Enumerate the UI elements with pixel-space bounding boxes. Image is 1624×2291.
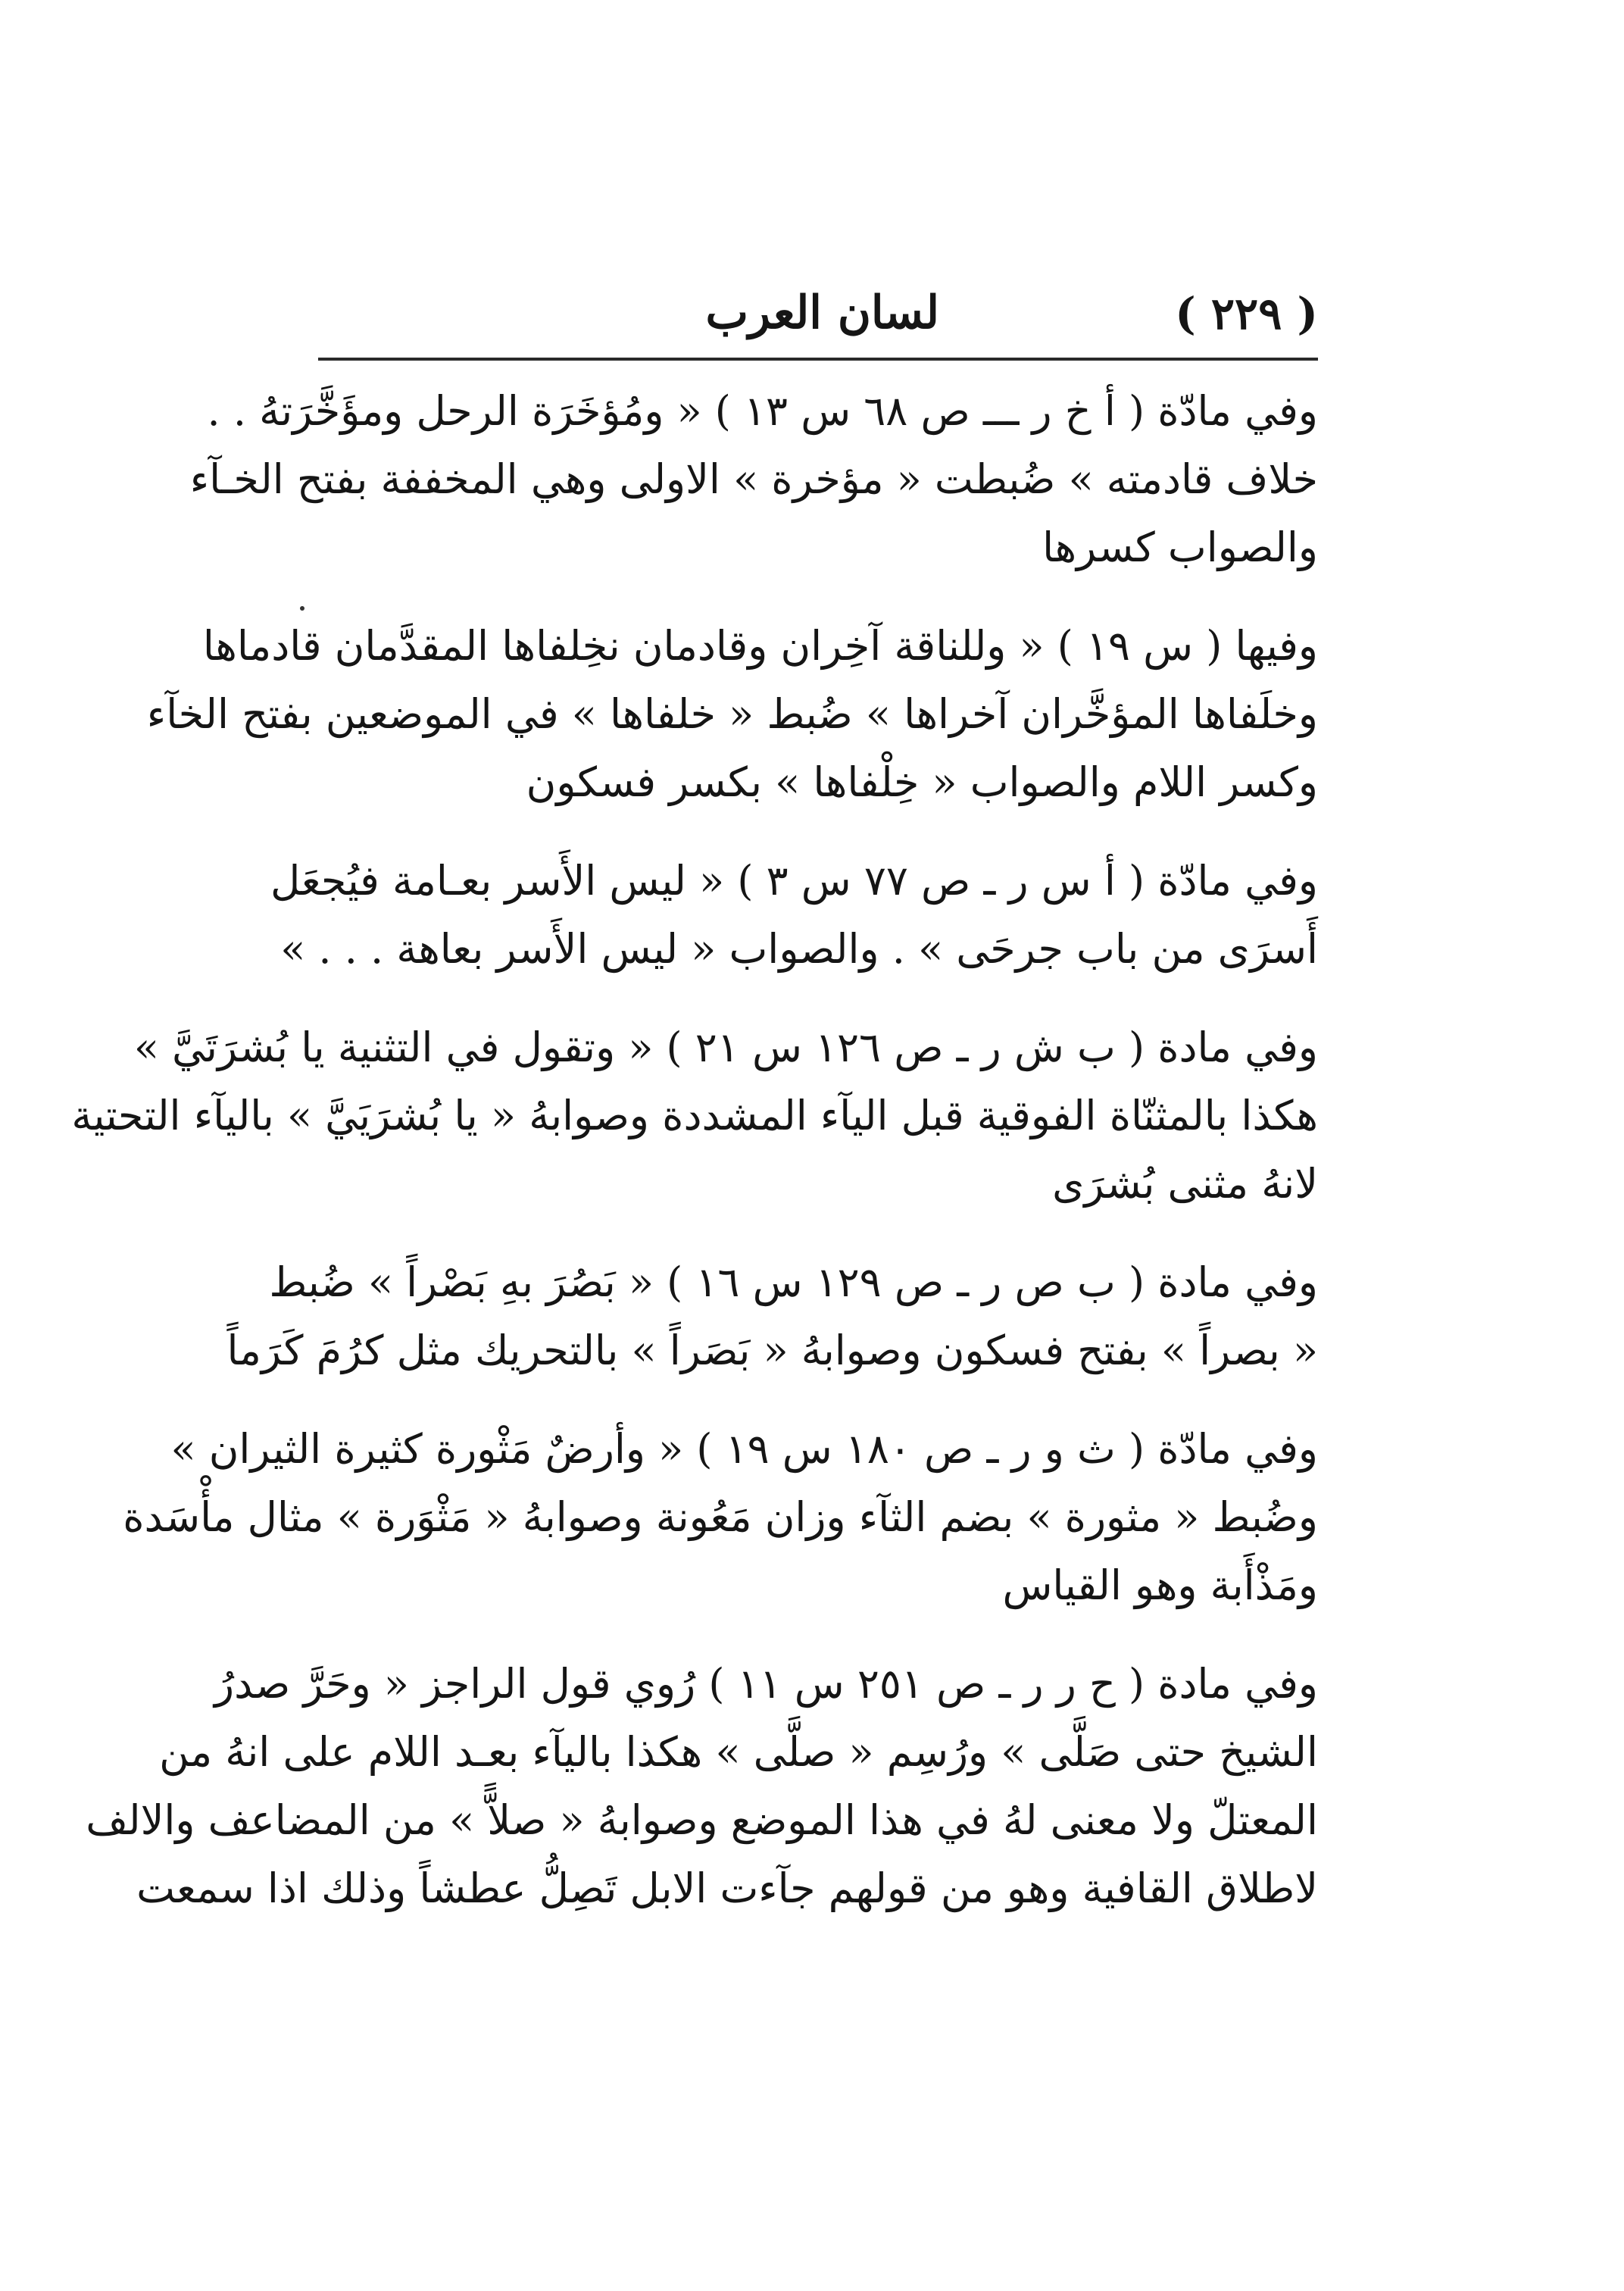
text-line: الشيخ حتى صَلَّى » ورُسِم « صلَّى » هكذا باليآء بعـد اللام على انهُ من (159, 1728, 1318, 1776)
paragraph-6 (123, 1415, 1318, 1620)
text-line: المعتلّ ولا معنى لهُ في هذا الموضع وصوابهُ « صلاًّ » من المضاعف والالف (86, 1796, 1318, 1844)
text-line: وفي مادّة ( أ خ ر ـــ ص ٦٨ س ١٣ ) « ومُؤخَرَة الرحل ومؤَخَّرَتهُ . . (207, 387, 1318, 435)
text-line: وكسر اللام والصواب « خِلْفاها » بكسر فسكون (526, 758, 1318, 806)
stray-ink-dot (300, 606, 304, 611)
text-line: وفي مادة ( ب ش ر ـ ص ١٢٦ س ٢١ ) « وتقول في التثنية يا بُشرَتَيَّ » (133, 1024, 1318, 1071)
paragraph-7 (86, 1650, 1318, 1923)
body-text (71, 377, 1318, 1923)
text-line: والصواب كسرها (1042, 524, 1318, 571)
paragraph-1 (189, 377, 1318, 582)
text-line: وفي مادّة ( ث و ر ـ ص ١٨٠ س ١٩ ) « وأرضٌ مَثْورة كثيرة الثيران » (170, 1425, 1318, 1473)
running-title: لسان العرب (705, 286, 939, 339)
page-header (318, 273, 1318, 356)
text-line: خلاف قادمته » ضُبطت « مؤخرة » الاولى وهي المخففة بفتح الخـآء (189, 455, 1318, 503)
text-line: وفي مادّة ( أ س ر ـ ص ٧٧ س ٣ ) « ليس الأَسر بعـامة فيُجعَل (270, 857, 1318, 905)
paragraph-2 (146, 612, 1318, 817)
text-line: وفي مادة ( ب ص ر ـ ص ١٢٩ س ١٦ ) « بَصُرَ بهِ بَصْراً » ضُبط (269, 1258, 1318, 1306)
header-rule (318, 358, 1318, 361)
book-page (71, 273, 1318, 1923)
text-line: « بصراً » بفتح فسكون وصوابهُ « بَصَراً » بالتحريك مثل كرُمَ كَرَماً (226, 1327, 1318, 1374)
text-line: وفيها ( س ١٩ ) « وللناقة آخِران وقادمان نخِلفاها المقدَّمان قادماها (202, 622, 1318, 670)
page-number: ( ٢٢٩ ) (1175, 288, 1318, 339)
text-line: لاطلاق القافية وهو من قولهم جآءت الابل تَصِلُّ عطشاً وذلك اذا سمعت (136, 1864, 1318, 1912)
paragraph-3 (270, 847, 1318, 983)
text-line: وفي مادة ( ح ر ر ـ ص ٢٥١ س ١١ ) رُوي قول الراجز « وحَرَّ صدرُ (214, 1660, 1318, 1708)
text-line: أَسرَى من باب جرحَى » . والصواب « ليس الأَسر بعاهة . . . » (280, 925, 1318, 973)
text-line: هكذا بالمثنّاة الفوقية قبل اليآء المشددة وصوابهُ « يا بُشرَيَيَّ » باليآء التحتية (71, 1092, 1318, 1139)
text-line: وضُبط « مثورة » بضم الثآء وزان مَعُونة وصوابهُ « مَثْوَرة » مثال مأْسَدة (123, 1493, 1318, 1541)
text-line: وخلَفاها المؤخَّران آخراها » ضُبط « خلفاها » في الموضعين بفتح الخآء (146, 690, 1318, 738)
text-line: ومَذْأَبة وهو القياس (1002, 1561, 1318, 1609)
paragraph-4 (71, 1014, 1318, 1218)
paragraph-5 (226, 1249, 1318, 1385)
text-line: لانهُ مثنى بُشرَى (1052, 1160, 1318, 1208)
